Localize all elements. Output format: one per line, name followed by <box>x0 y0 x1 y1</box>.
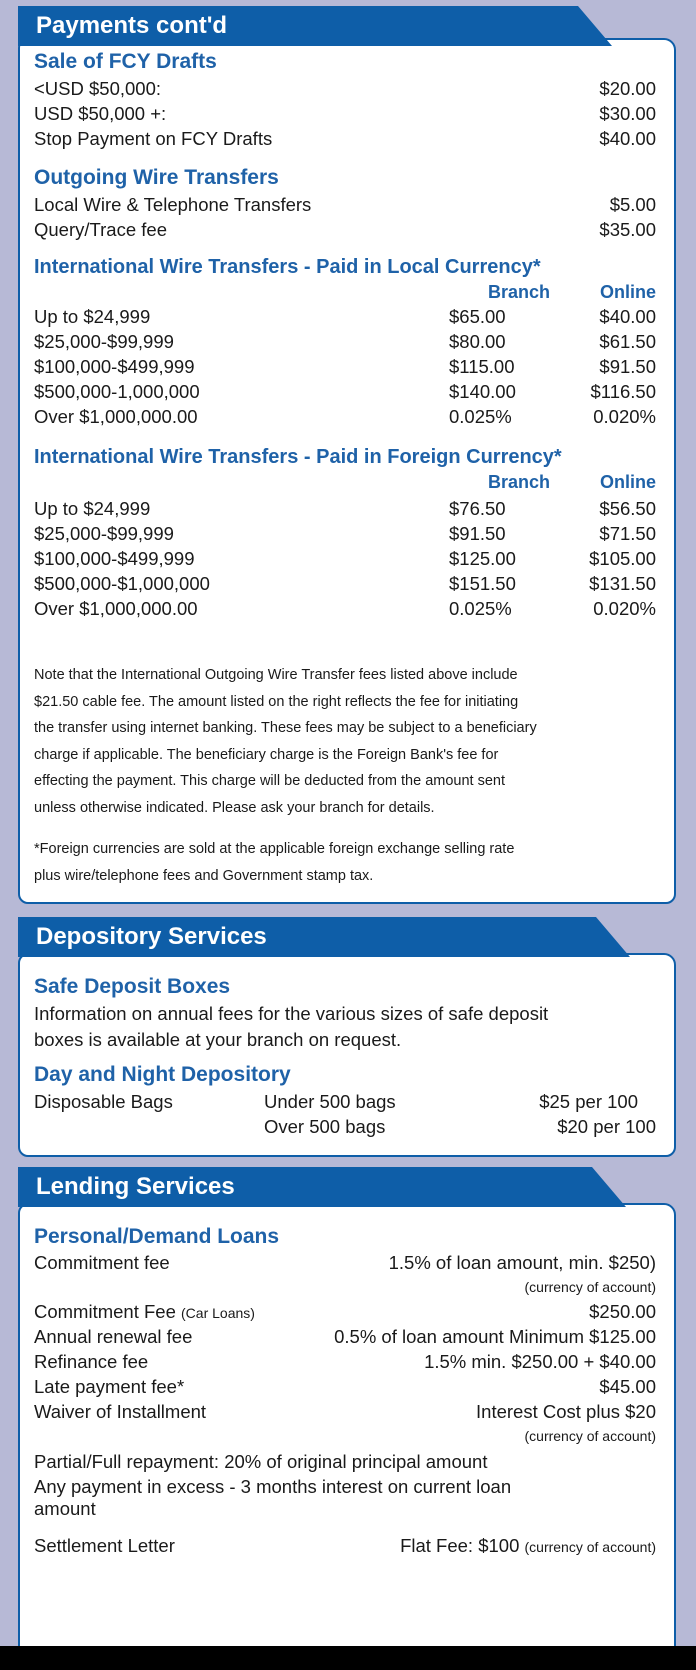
note-line: the transfer using internet banking. These fees may be subject to a beneficiary <box>34 720 537 736</box>
outgoing-heading: Outgoing Wire Transfers <box>34 166 279 189</box>
dnd-value: $20 per 100 <box>557 1116 656 1137</box>
outgoing-row-label: Query/Trace fee <box>34 219 167 240</box>
fee-note <box>34 662 634 821</box>
excess-payment-line: Any payment in excess - 3 months interest on current loan <box>34 1476 512 1497</box>
depository-tab <box>18 917 596 957</box>
dnd-value: $25 per 100 <box>539 1091 638 1112</box>
intl-foreign-online-header: Online <box>599 472 656 492</box>
outgoing-row-value: $5.00 <box>609 194 656 215</box>
note-line: effecting the payment. This charge will be deducted from the amount sent <box>34 773 505 789</box>
sdb-line: Information on annual fees for the various sizes of safe deposit <box>34 1003 549 1024</box>
settlement-note: (currency of account) <box>524 1539 656 1555</box>
intl-foreign-row-branch: $91.50 <box>449 523 506 544</box>
intl-local-row-label: Over $1,000,000.00 <box>34 406 198 427</box>
intl-local-heading: International Wire Transfers - Paid in Local Currency* <box>34 256 541 278</box>
commitment-note: (currency of account) <box>524 1279 656 1295</box>
late-fee-label: Late payment fee* <box>34 1376 185 1397</box>
intl-local-row-branch: $80.00 <box>449 331 506 352</box>
car-commitment-value: $250.00 <box>589 1301 656 1322</box>
intl-foreign-row-online: 0.020% <box>593 598 656 619</box>
renewal-value: 0.5% of loan amount Minimum $125.00 <box>334 1326 656 1347</box>
waiver-note: (currency of account) <box>524 1428 656 1444</box>
intl-local-row-branch: $65.00 <box>449 306 506 327</box>
intl-local-branch-header: Branch <box>487 282 550 302</box>
fcy-row-value: $20.00 <box>599 78 656 99</box>
note-line: Note that the International Outgoing Wire Transfer fees listed above include <box>34 667 518 683</box>
outgoing-row-label: Local Wire & Telephone Transfers <box>34 194 312 215</box>
outgoing-row-value: $35.00 <box>599 219 656 240</box>
fcy-row-label: USD $50,000 +: <box>34 103 167 124</box>
lending-section <box>18 1167 676 1646</box>
settlement-fee: Flat Fee: $100 <box>400 1535 520 1556</box>
intl-local-row-branch: $115.00 <box>449 356 515 377</box>
fcy-row-value: $30.00 <box>599 103 656 124</box>
payments-tab <box>18 6 578 46</box>
car-commitment-sub: (Car Loans) <box>181 1305 255 1321</box>
renewal-label: Annual renewal fee <box>34 1326 193 1347</box>
intl-foreign-heading: International Wire Transfers - Paid in Foreign Currency* <box>34 446 562 468</box>
partial-repayment: Partial/Full repayment: 20% of original principal amount <box>34 1451 488 1472</box>
car-commitment-label <box>34 1301 255 1323</box>
intl-local-row-online: $61.50 <box>599 331 656 352</box>
dnd-cond: Under 500 bags <box>264 1091 396 1112</box>
intl-foreign-row-online: $71.50 <box>599 523 656 544</box>
settlement-label: Settlement Letter <box>34 1535 175 1556</box>
fcy-row-value: $40.00 <box>599 128 656 149</box>
car-commitment-text: Commitment Fee <box>34 1301 176 1322</box>
bottom-bar <box>0 1646 696 1670</box>
fcy-heading: Sale of FCY Drafts <box>34 50 217 73</box>
intl-foreign-row-online: $56.50 <box>599 498 656 519</box>
intl-foreign-row-branch: $76.50 <box>449 498 506 519</box>
payments-title: Payments cont'd <box>36 12 228 39</box>
intl-foreign-row-label: $500,000-$1,000,000 <box>34 573 210 594</box>
intl-local-row-branch: 0.025% <box>449 406 512 427</box>
intl-local-online-header: Online <box>599 282 656 302</box>
loans-heading: Personal/Demand Loans <box>34 1225 280 1248</box>
intl-local-row-online: 0.020% <box>593 406 656 427</box>
intl-foreign-row-label: Over $1,000,000.00 <box>34 598 198 619</box>
intl-foreign-row-branch: 0.025% <box>449 598 512 619</box>
dnd-cond: Over 500 bags <box>264 1116 386 1137</box>
intl-foreign-row-label: Up to $24,999 <box>34 498 151 519</box>
footnote-line: plus wire/telephone fees and Government stamp tax. <box>34 867 374 884</box>
note-line: unless otherwise indicated. Please ask your branch for details. <box>34 799 435 816</box>
refinance-value: 1.5% min. $250.00 + $40.00 <box>424 1351 656 1372</box>
intl-local-row-online: $116.50 <box>590 381 656 402</box>
waiver-value: Interest Cost plus $20 <box>476 1401 656 1422</box>
sdb-line: boxes is available at your branch on request. <box>34 1029 402 1050</box>
late-fee-value: $45.00 <box>599 1376 656 1397</box>
intl-local-row-online: $91.50 <box>599 356 656 377</box>
fcy-row-label: <USD $50,000: <box>34 78 162 99</box>
intl-local-row-label: $500,000-1,000,000 <box>34 381 200 402</box>
fcy-row-label: Stop Payment on FCY Drafts <box>34 128 273 149</box>
settlement-value <box>400 1535 656 1557</box>
intl-local-row-online: $40.00 <box>599 306 656 327</box>
intl-local-row-label: $25,000-$99,999 <box>34 331 174 352</box>
intl-foreign-row-branch: $151.50 <box>449 573 516 594</box>
intl-foreign-row-online: $105.00 <box>589 548 656 569</box>
payments-section <box>18 6 676 904</box>
note-line: $21.50 cable fee. The amount listed on the right reflects the fee for initiating <box>34 693 519 710</box>
lending-tab <box>18 1167 592 1207</box>
intl-foreign-row-branch: $125.00 <box>449 548 516 569</box>
depository-section <box>18 917 676 1157</box>
dnd-label: Disposable Bags <box>34 1091 173 1112</box>
commitment-value: 1.5% of loan amount, min. $250) <box>388 1252 656 1273</box>
dnd-heading: Day and Night Depository <box>34 1063 291 1086</box>
intl-foreign-row-label: $100,000-$499,999 <box>34 548 195 569</box>
intl-foreign-branch-header: Branch <box>487 472 550 492</box>
intl-foreign-row-online: $131.50 <box>589 573 656 594</box>
footnote <box>34 836 634 889</box>
depository-title: Depository Services <box>36 923 267 950</box>
waiver-label: Waiver of Installment <box>34 1401 207 1422</box>
refinance-label: Refinance fee <box>34 1351 149 1372</box>
note-line: charge if applicable. The beneficiary charge is the Foreign Bank's fee for <box>34 746 499 763</box>
commitment-label: Commitment fee <box>34 1252 170 1273</box>
intl-foreign-row-label: $25,000-$99,999 <box>34 523 174 544</box>
intl-local-row-branch: $140.00 <box>449 381 516 402</box>
intl-local-row-label: Up to $24,999 <box>34 306 151 327</box>
footnote-line: *Foreign currencies are sold at the applicable foreign exchange selling rate <box>34 841 515 857</box>
excess-payment-line: amount <box>34 1498 96 1519</box>
lending-title: Lending Services <box>36 1173 235 1200</box>
intl-local-row-label: $100,000-$499,999 <box>34 356 195 377</box>
sdb-heading: Safe Deposit Boxes <box>34 975 231 998</box>
